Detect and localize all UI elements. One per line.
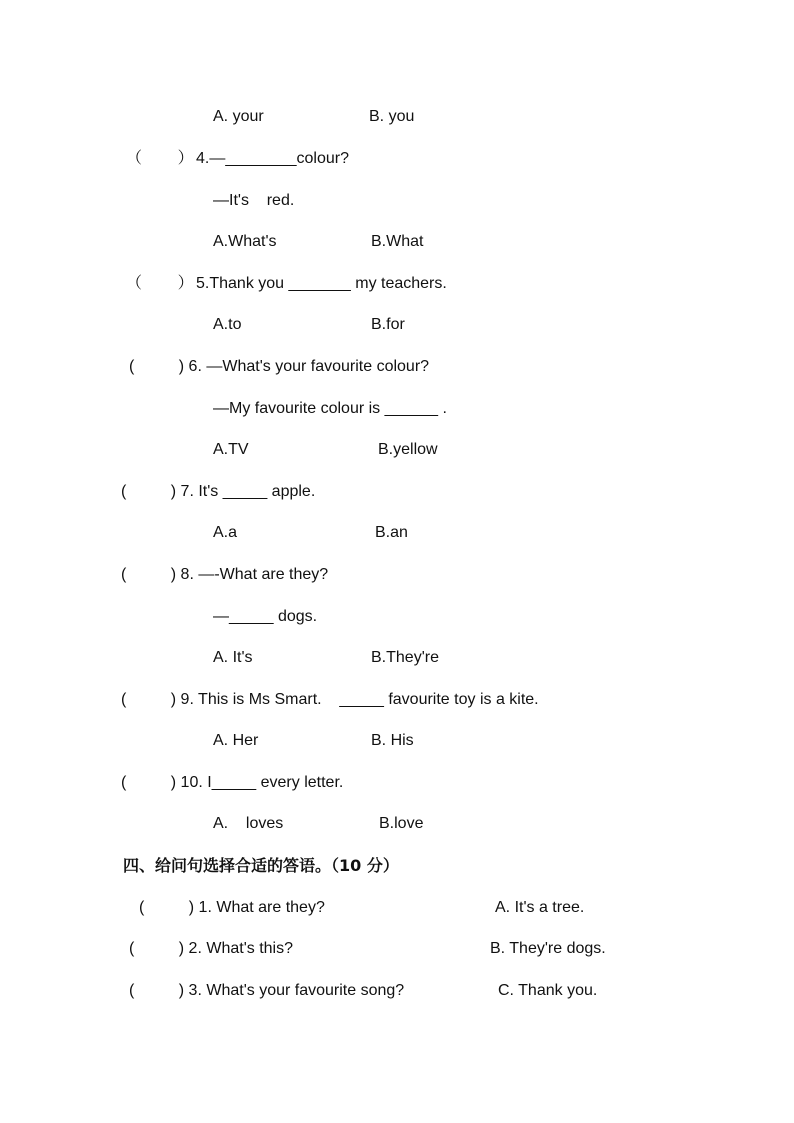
q7-question: ( ) 7. It's _____ apple. (121, 483, 316, 500)
match-answer-b: B. They're dogs. (490, 940, 606, 957)
q8-answer: —_____ dogs. (213, 608, 318, 625)
match-answer-a: A. It's a tree. (495, 899, 585, 916)
q3-option-b: B. you (369, 108, 415, 125)
section-4-heading: 四、给问句选择合适的答语。（10 分） (123, 856, 399, 875)
q4-answer: —It's red. (213, 192, 295, 209)
q8-option-a: A. It's (213, 649, 253, 666)
q10-question: ( ) 10. I_____ every letter. (121, 774, 344, 791)
q9-option-a: A. Her (213, 732, 259, 749)
q7-option-b: B.an (375, 524, 408, 541)
q4-option-a: A.What's (213, 233, 277, 250)
q9-question: ( ) 9. This is Ms Smart. _____ favourite toy is a kite. (121, 691, 539, 708)
q8-option-b: B.They're (371, 649, 439, 666)
match-question-3: ( ) 3. What's your favourite song? (129, 982, 405, 999)
q10-option-b: B.love (379, 815, 424, 832)
q5-option-a: A.to (213, 316, 242, 333)
q6-option-a: A.TV (213, 441, 249, 458)
q7-option-a: A.a (213, 524, 238, 541)
q9-option-b: B. His (371, 732, 414, 749)
q6-question: ( ) 6. —What's your favourite colour? (129, 358, 430, 375)
q5-question: 5.Thank you _______ my teachers. (196, 275, 447, 292)
q8-question: ( ) 8. —-What are they? (121, 566, 329, 583)
q4-option-b: B.What (371, 233, 424, 250)
match-question-1: ( ) 1. What are they? (139, 899, 325, 916)
q6-option-b: B.yellow (378, 441, 438, 458)
q6-answer: —My favourite colour is ______ . (213, 400, 447, 417)
match-answer-c: C. Thank you. (498, 982, 598, 999)
q5-answer-paren: （ ） (126, 275, 194, 292)
q4-question: 4.—________colour? (196, 150, 350, 167)
q5-option-b: B.for (371, 316, 405, 333)
q4-answer-paren: （ ） (126, 150, 194, 167)
match-question-2: ( ) 2. What's this? (129, 940, 293, 957)
q10-option-a: A. loves (213, 815, 284, 832)
q3-option-a: A. your (213, 108, 264, 125)
